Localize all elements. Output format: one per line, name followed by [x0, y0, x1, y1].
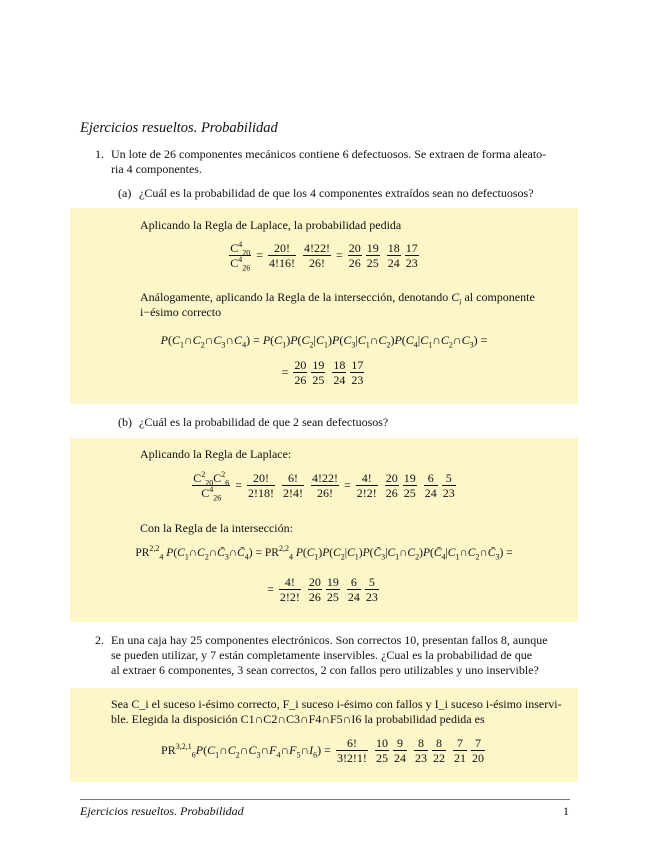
exercise-1a-label: (a) — [118, 186, 132, 200]
page-title: Ejercicios resueltos. Probabilidad — [80, 120, 278, 136]
solution-1a-text-1: Análogamente, aplicando la Regla de la intersección, denotando $C_i$ al componente — [140, 290, 535, 307]
page-number: 1 — [563, 804, 569, 818]
solution-1b-text: Con la Regla de la intersección: — [140, 521, 293, 535]
footer-rule — [80, 799, 570, 800]
exercise-2-number: 2. — [95, 633, 104, 647]
exercise-2-line-3: al extraer 6 componentes, 3 sean correctos, 2 con fallos pero utilizables y uno inservible? — [111, 663, 539, 677]
solution-box-2 — [70, 688, 578, 782]
exercise-2-line-1: En una caja hay 25 componentes electrónicos. Son correctos 10, presentan fallos 8, aunque — [111, 633, 548, 647]
solution-2-line-2: ble. Elegida la disposición C1∩C2∩C3∩F4∩F5∩I6 la probabilidad pedida es — [111, 712, 485, 726]
solution-1a-intro: Aplicando la Regla de Laplace, la probabilidad pedida — [140, 218, 402, 232]
exercise-2-line-2: se pueden utilizar, y 7 están completamente inservibles. ¿Cual es la probabilidad de que — [111, 648, 533, 662]
solution-box-1b — [70, 438, 578, 622]
equation-1b-result: = $\frac{4!}{2!2!}$ $\frac{20}{26}$ $\frac{19}{25}$ $\frac{6}{24}$ $\frac{5}{23}$ — [267, 575, 378, 604]
solution-1b-intro: Aplicando la Regla de Laplace: — [140, 447, 292, 461]
equation-1a-result: = $\frac{20}{26}$ $\frac{19}{25}$ $\frac{18}{24}$ $\frac{17}{23}$ — [281, 358, 364, 387]
exercise-1a-question: ¿Cuál es la probabilidad de que los 4 componentes extraídos sean no defectuosos? — [139, 186, 534, 200]
equation-1a-laplace: $\frac{C^4_{20}}{C^4_{26}}$ = $\frac{20!}{4!16!}$ $\frac{4!22!}{26!}$ = $\frac{20}{26}$ $\frac{19}{25}$ $\frac{18}{24}$ $\frac{17}{23}$ — [230, 240, 418, 273]
exercise-1-line-1: Un lote de 26 componentes mecánicos contiene 6 defectuosos. Se extraen de forma aleato- — [111, 147, 547, 161]
exercise-1b-question: ¿Cuál es la probabilidad de que 2 sean defectuosos? — [139, 415, 389, 429]
equation-1b-intersection: PR$^{2,2}_4$ $P(C_1\cap C_2\cap C̄_3\cap C̄_4) = PR^{2,2}_4$ $P(C_1)P(C_2|C_1)P(C̄_3|C_1\cap C_2)P(C̄_4|C_1\cap C_2\cap C̄_3)$ = — [135, 544, 513, 562]
solution-box-1a — [70, 208, 578, 404]
equation-1b-laplace: $\frac{C^2_{20}C^2_6}{C^4_{26}}$ = $\frac{20!}{2!18!}$ $\frac{6!}{2!4!}$ $\frac{4!22!}{26!}$ = $\frac{4!}{2!2!}$ $\frac{20}{26}$ $\frac{19}{25}$ $\frac{6}{24}$ $\frac{5}{23}$ — [193, 470, 455, 503]
exercise-1-line-2: ria 4 componentes. — [111, 162, 202, 176]
exercise-1-number: 1. — [95, 147, 104, 161]
footer-title: Ejercicios resueltos. Probabilidad — [80, 804, 244, 818]
equation-2: $PR^{3,2,1}_6P(C_1\cap C_2\cap C_3\cap F_4\cap F_5\cap I_6)$ = $\frac{6!}{3!2!1!}$ $\frac{10}{25}$ $\frac{9}{24}$ $\frac{8}{23}$ $\frac{8}{22}$ $\frac{7}{21}$ $\frac{7}{20}$ — [161, 736, 484, 765]
solution-1a-text-2: i−ésimo correcto — [140, 305, 222, 319]
exercise-1b-label: (b) — [118, 415, 132, 429]
equation-1a-intersection: $P(C_1\cap C_2\cap C_3\cap C_4)$ = $P(C_1)P(C_2|C_1)P(C_3|C_1\cap C_2)P(C_4|C_1\cap C_2\cap C_3)$ = — [160, 333, 488, 350]
solution-2-line-1: Sea C_i el suceso i-ésimo correcto, F_i suceso i-ésimo con fallos y I_i suceso i-ésimo inservi- — [111, 697, 562, 711]
